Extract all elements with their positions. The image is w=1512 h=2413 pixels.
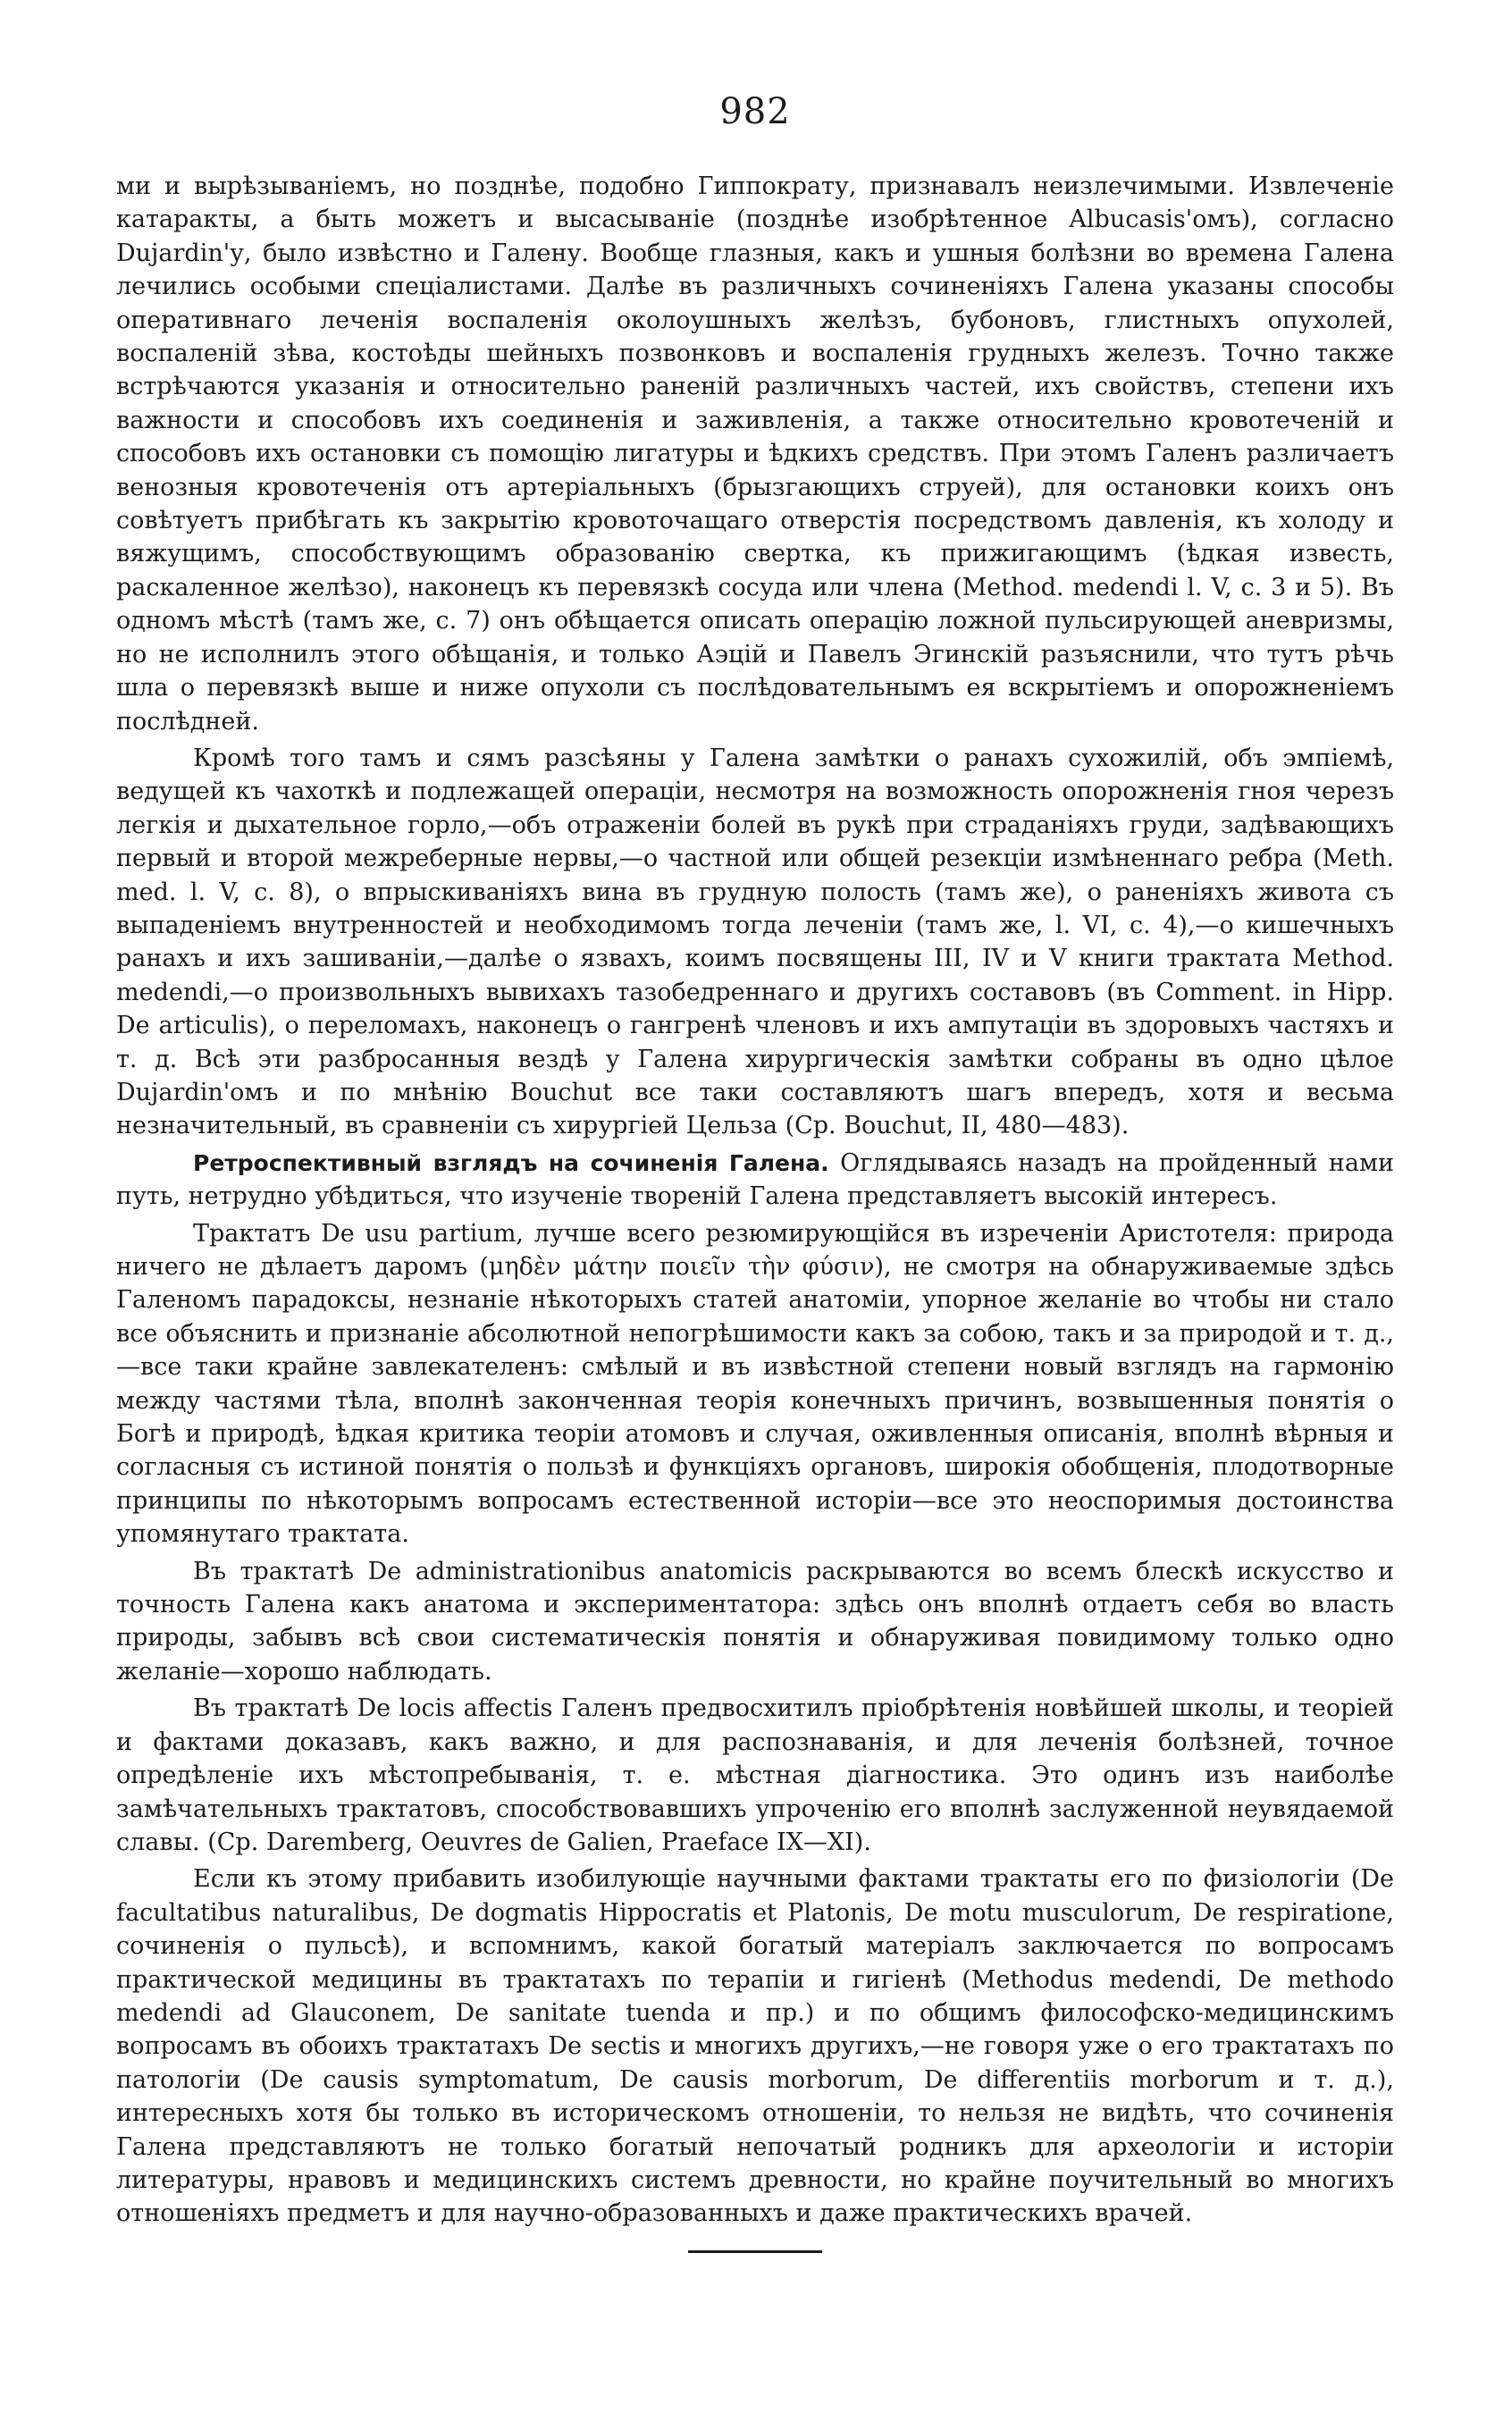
section-heading: Ретроспективный взглядъ на сочиненія Галена. <box>193 1149 829 1176</box>
paragraph-surgery-continued: ми и вырѣзываніемъ, но позднѣе, подобно Гиппократу, признавалъ неизлечимыми. Извлеченіе катаракты, а быть можетъ и высасываніе (позднѣе изобрѣтенное Albucasis'омъ), согласно Dujardin'у, было извѣстно и Галену. Вообще глазныя, какъ и ушныя болѣзни во времена Галена лечились особыми спеціалистами. Далѣе въ различныхъ сочиненіяхъ Галена указаны способы оперативнаго леченія воспаленія околоушныхъ желѣзъ, бубоновъ, глистныхъ опухолей, воспаленій зѣва, костоѣды шейныхъ позвонковъ и воспаленія грудныхъ железъ. Точно также встрѣчаются указанія и относительно раненій различныхъ частей, ихъ свойствъ, степени ихъ важности и способовъ ихъ соединенія и заживленія, а также относительно кровотеченій и способовъ ихъ остановки съ помощію лигатуры и ѣдкихъ средствъ. При этомъ Галенъ различаетъ венозныя кровотеченія отъ артеріальныхъ (брызгающихъ струей), для остановки коихъ онъ совѣтуетъ прибѣгать къ закрытію кровоточащаго отверстія посредствомъ давленія, къ холоду и вяжущимъ, способствующимъ образованію свертка, къ прижигающимъ (ѣдкая известь, раскаленное желѣзо), наконецъ къ перевязкѣ сосуда или члена (Method. medendi l. V, c. 3 и 5). Въ одномъ мѣстѣ (тамъ же, c. 7) онъ обѣщается описать операцію ложной пульсирующей аневризмы, но не исполнилъ этого обѣщанія, и только Аэцій и Павелъ Эгинскій разъяснили, что тутъ рѣчь шла о перевязкѣ выше и ниже опухоли съ послѣдовательнымъ ея вскрытіемъ и опорожненіемъ послѣдней. <box>116 172 1394 736</box>
paragraph-retrospective-text: Оглядываясь назадъ на пройденный нами путь, нетрудно убѣдиться, что изученіе твореній Галена представляетъ высокій интересъ. <box>116 1148 1395 1211</box>
book-page <box>116 89 1394 2377</box>
paragraph-surgical-notes: Кромѣ того тамъ и сямъ разсѣяны у Галена замѣтки о ранахъ сухожилій, объ эмпіемѣ, ведущей къ чахоткѣ и подлежащей операціи, несмотря на возможность опорожненія гноя черезъ легкія и дыхательное горло,—объ отраженіи болей въ рукѣ при страданіяхъ груди, задѣвающихъ первый и второй межреберные нервы,—о частной или общей резекціи измѣненнаго ребра (Meth. med. l. V, c. 8), о впрыскиваніяхъ вина въ грудную полость (тамъ же), о раненіяхъ живота съ выпаденіемъ внутренностей и необходимомъ тогда леченіи (тамъ же, l. VI, c. 4),—о кишечныхъ ранахъ и ихъ зашиваніи,—далѣе о язвахъ, коимъ посвящены III, IV и V книги трактата Method. medendi,—о произвольныхъ вывихахъ тазобедреннаго и другихъ составовъ (въ Comment. in Hipp. De articulis), о переломахъ, наконецъ о гангренѣ членовъ и ихъ ампутаціи въ здоровыхъ частяхъ и т. д. Всѣ эти разбросанныя вездѣ у Галена хирургическія замѣтки собраны въ одно цѣлое Dujardin'омъ и по мнѣнію Bouchut все таки составляютъ шагъ впередъ, хотя и весьма незначительный, въ сравненіи съ хирургіей Цельза (Ср. Bouchut, II, 480—483). <box>116 744 1394 1140</box>
page-number: 982 <box>719 91 791 132</box>
paragraph-de-locis-affectis: Въ трактатѣ De locis affectis Галенъ предвосхитилъ пріобрѣтенія новѣйшей школы, и теоріей и фактами доказавъ, какъ важно, и для распознаванія, и для леченія болѣзней, точное опредѣленіе ихъ мѣстопребыванія, т. е. мѣстная діагностика. Это одинъ изъ наиболѣе замѣчательныхъ трактатовъ, способствовавшихъ упроченію его вполнѣ заслуженной неувядаемой славы. (Ср. Daremberg, Oeuvres de Galien, Praeface IX—XI). <box>116 1694 1394 1856</box>
paragraph-de-administrationibus: Въ трактатѣ De administrationibus anatomicis раскрываются во всемъ блескѣ искусство и точность Галена какъ анатома и экспериментатора: здѣсь онъ вполнѣ отдаетъ себя во власть природы, забывъ всѣ свои систематическія понятія и обнаруживая повидимому только одно желаніе—хорошо наблюдать. <box>116 1557 1394 1686</box>
end-rule <box>688 2250 822 2253</box>
body-text <box>116 170 1394 2231</box>
paragraph-de-usu-partium: Трактатъ De usu partium, лучше всего резюмирующійся въ изреченіи Аристотеля: природа ничего не дѣлаетъ даромъ (μηδὲν μάτην ποιεῖν τὴν φύσιν), не смотря на обнаруживаемые здѣсь Галеномъ парадоксы, незнаніе нѣкоторыхъ статей анатоміи, упорное желаніе во чтобы ни стало все объяснить и признаніе абсолютной непогрѣшимости какъ за собою, такъ и за природой и т. д.,—все таки крайне завлекателенъ: смѣлый и въ извѣстной степени новый взглядъ на гармонію между частями тѣла, вполнѣ законченная теорія конечныхъ причинъ, возвышенныя понятія о Богѣ и природѣ, ѣдкая критика теоріи атомовъ и случая, оживленныя описанія, вполнѣ вѣрныя и согласныя съ истиной понятія о пользѣ и функціяхъ органовъ, широкія обобщенія, плодотворные принципы по нѣкоторымъ вопросамъ естественной исторіи—все это неоспоримыя достоинства упомянутаго трактата. <box>116 1219 1394 1549</box>
paragraph-retrospective <box>116 1147 1394 1214</box>
paragraph-conclusion: Если къ этому прибавить изобилующіе научными фактами трактаты его по физіологіи (De facultatibus naturalibus, De dogmatis Hippocratis et Platonis, De motu musculorum, De respiratione, сочиненія о пульсѣ), и вспомнимъ, какой богатый матеріалъ заключается по вопросамъ практической медицины въ трактатахъ по терапіи и гигіенѣ (Methodus medendi, De methodo medendi ad Glauconem, De sanitate tuenda и пр.) и по общимъ философско-медицинскимъ вопросамъ въ обоихъ трактатахъ De sectis и многихъ другихъ,—не говоря уже о его трактатахъ по патологіи (De causis symptomatum, De causis morborum, De differentiis morborum и т. д.), интересныхъ хотя бы только въ историческомъ отношеніи, то нельзя не видѣть, что сочиненія Галена представляютъ не только богатый непочатый родникъ для археологіи и исторіи литературы, нравовъ и медицинскихъ системъ древности, но крайне поучительный во многихъ отношеніяхъ предметъ и для научно-образованныхъ и даже практическихъ врачей. <box>116 1865 1394 2228</box>
